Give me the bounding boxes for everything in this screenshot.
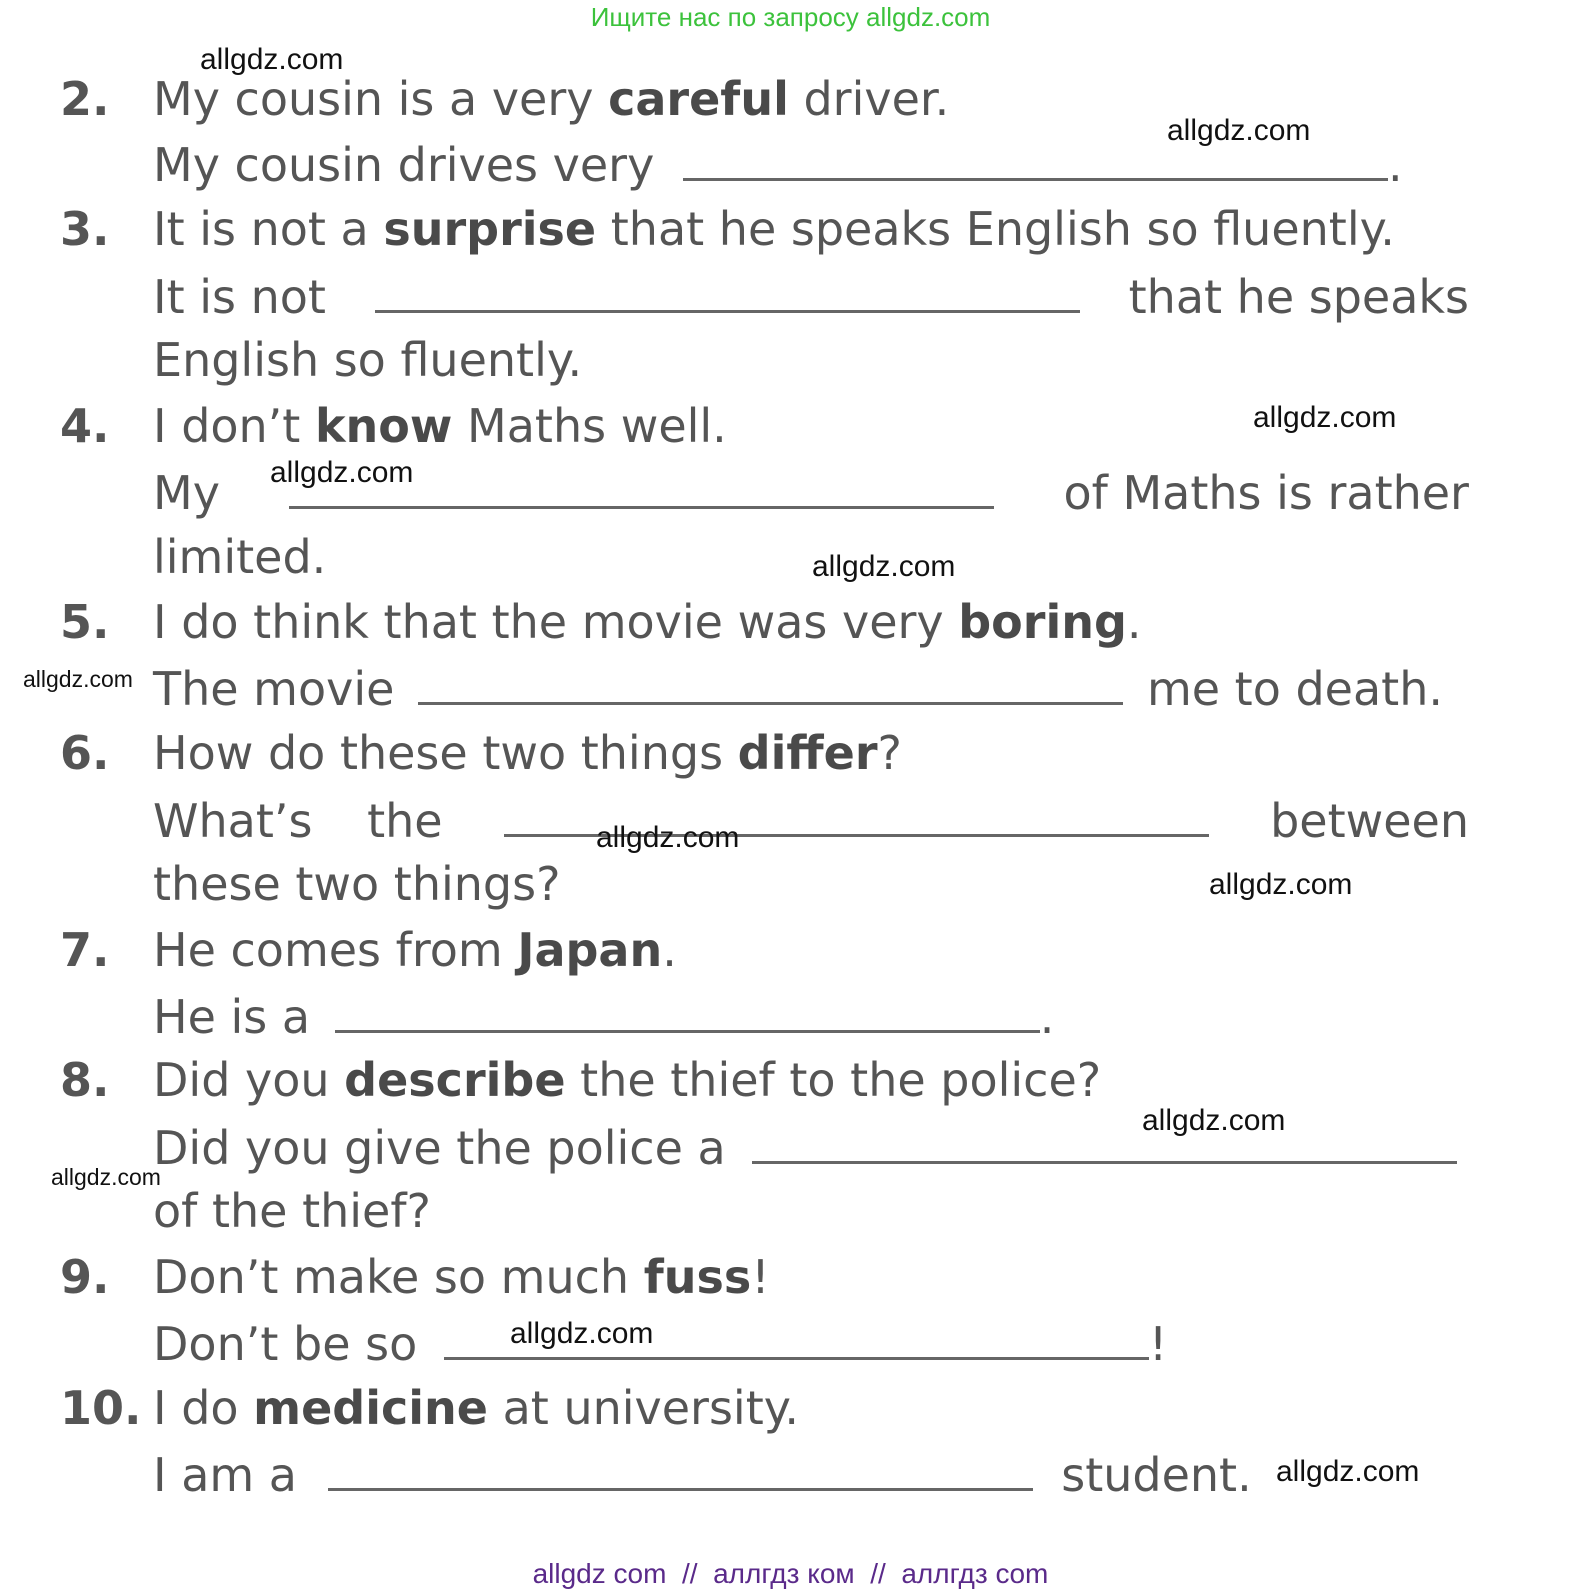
watermark: allgdz.com — [596, 821, 740, 854]
sentence-text: the thief to the police? — [565, 1053, 1102, 1107]
watermark: allgdz.com — [1142, 1104, 1286, 1137]
sentence-text: Maths well. — [452, 399, 727, 453]
item-continuation: limited. — [153, 530, 327, 584]
sentence-text: between — [1270, 794, 1469, 848]
item-continuation: English so fluently. — [153, 333, 583, 387]
sentence-text: Did you — [153, 1053, 345, 1107]
sentence-text: I don’t — [153, 399, 315, 453]
item-continuation: these two things? — [153, 857, 561, 911]
sentence-text: . — [662, 923, 677, 977]
sentence-text: . — [1387, 138, 1403, 192]
watermark: allgdz.com — [51, 1164, 161, 1190]
answer-blank[interactable] — [335, 992, 1040, 1033]
sentence-text: of Maths is rather — [1063, 466, 1469, 520]
keyword: surprise — [383, 202, 597, 256]
watermark: allgdz.com — [1253, 401, 1397, 434]
sentence-text: I am a — [153, 1448, 297, 1502]
keyword: describe — [344, 1053, 566, 1107]
sentence-text: student. — [1061, 1448, 1252, 1502]
item-number: 9. — [60, 1250, 110, 1304]
item-number: 8. — [60, 1053, 110, 1107]
sentence-text: ! — [751, 1250, 770, 1304]
keyword: boring — [958, 595, 1127, 649]
item-transformation — [153, 270, 1469, 324]
watermark: allgdz.com — [1167, 114, 1311, 147]
sentence-text: me to death. — [1146, 662, 1443, 716]
item-number: 6. — [60, 726, 110, 780]
sentence-text: Did you give the police a — [153, 1121, 726, 1175]
sentence-text: How do these two things — [153, 726, 738, 780]
sentence-text: He comes from — [153, 923, 518, 977]
sentence-text: . — [1126, 595, 1142, 649]
item-number: 4. — [60, 399, 110, 453]
footer-banner: allgdz com // аллгдз ком // аллгдз com — [532, 1558, 1049, 1589]
item-transformation — [153, 662, 1443, 716]
sentence-text: I do think that the movie was very — [153, 595, 959, 649]
sentence-text: ! — [1148, 1317, 1168, 1371]
sentence-text: It is not a — [153, 202, 384, 256]
item-sentence — [153, 1381, 1498, 1435]
item-sentence — [153, 595, 1498, 649]
item-transformation — [153, 1121, 1498, 1175]
sentence-text: . — [1039, 990, 1055, 1044]
item-sentence — [153, 923, 1498, 977]
sentence-text: My cousin drives very — [153, 138, 655, 192]
sentence-text: that he speaks — [1128, 270, 1469, 324]
item-sentence — [153, 202, 1498, 256]
watermark: allgdz.com — [270, 456, 414, 489]
item-continuation: of the thief? — [153, 1184, 431, 1238]
sentence-text: He is a — [153, 990, 311, 1044]
sentence-text: I do — [153, 1381, 254, 1435]
item-sentence — [153, 1250, 1498, 1304]
sentence-text: driver. — [788, 72, 950, 126]
item-number: 3. — [60, 202, 110, 256]
keyword: know — [314, 399, 453, 453]
watermark: allgdz.com — [1209, 868, 1353, 901]
watermark: allgdz.com — [23, 666, 133, 692]
answer-blank[interactable] — [418, 664, 1123, 705]
item-number: 2. — [60, 72, 110, 126]
watermark: allgdz.com — [200, 43, 344, 76]
sentence-text: My cousin is a very — [153, 72, 609, 126]
item-transformation — [153, 1317, 1498, 1371]
keyword: differ — [737, 726, 878, 780]
keyword: fuss — [643, 1250, 752, 1304]
item-sentence — [153, 1053, 1498, 1107]
sentence-text: The movie — [153, 662, 395, 716]
watermark: allgdz.com — [812, 550, 956, 583]
keyword: medicine — [253, 1381, 488, 1435]
item-transformation — [153, 990, 1498, 1044]
sentence-text: at university. — [487, 1381, 800, 1435]
sentence-text: ? — [877, 726, 902, 780]
sentence-text: My — [153, 466, 220, 520]
item-transformation — [153, 138, 1498, 192]
item-number: 10. — [60, 1381, 142, 1435]
sentence-text: Don’t make so much — [153, 1250, 644, 1304]
watermark: allgdz.com — [510, 1317, 654, 1350]
keyword: Japan — [517, 923, 663, 977]
sentence-text: What’s the — [153, 794, 443, 848]
sentence-text: It is not — [153, 270, 326, 324]
item-number: 5. — [60, 595, 110, 649]
header-banner: Ищите нас по запросу allgdz.com — [590, 2, 991, 32]
sentence-text: that he speaks English so fluently. — [596, 202, 1395, 256]
item-number: 7. — [60, 923, 110, 977]
answer-blank[interactable] — [375, 272, 1080, 313]
answer-blank[interactable] — [328, 1450, 1033, 1491]
answer-blank[interactable] — [752, 1123, 1457, 1164]
item-sentence — [153, 726, 1498, 780]
item-transformation — [153, 794, 1469, 848]
sentence-text: Don’t be so — [153, 1317, 418, 1371]
keyword: careful — [608, 72, 789, 126]
watermark: allgdz.com — [1276, 1455, 1420, 1488]
